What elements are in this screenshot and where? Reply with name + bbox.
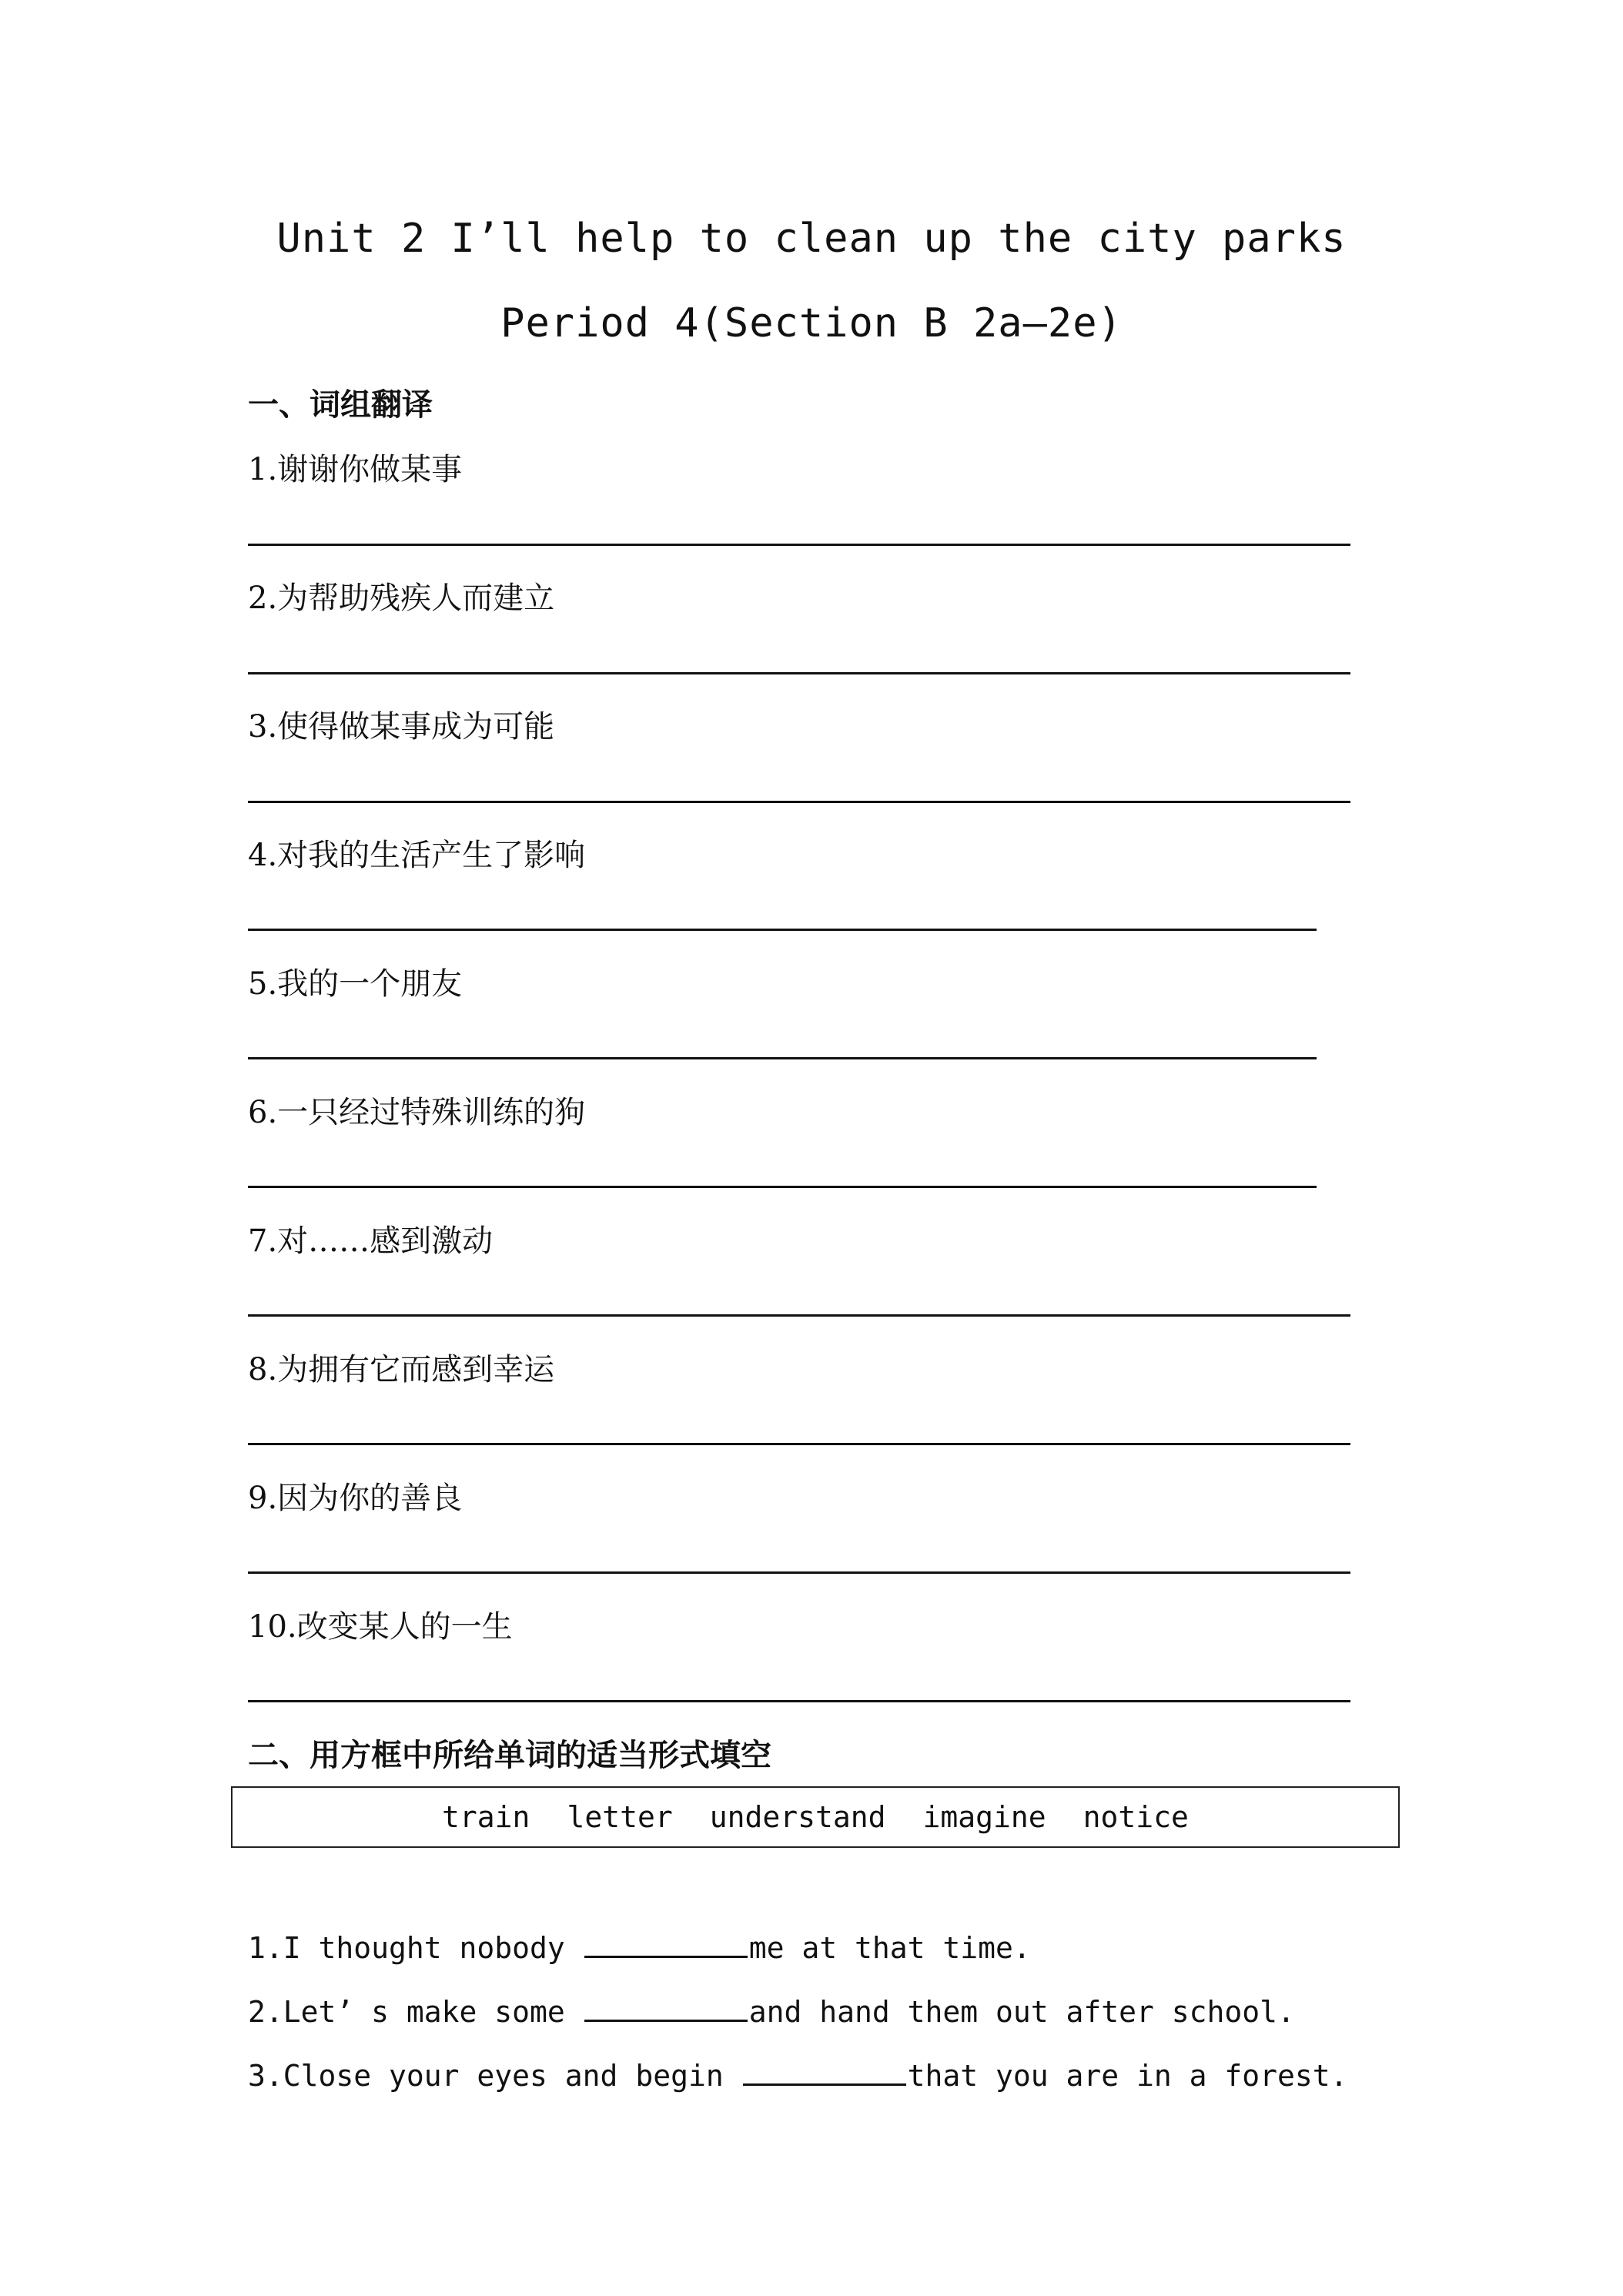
word-bank-word: train [442,1800,530,1834]
sentence-text-after: and hand them out after school. [748,1995,1295,2029]
translation-item-3: 3.使得做某事成为可能 [248,709,555,745]
answer-line-2[interactable] [248,672,1350,674]
translation-item-10: 10.改变某人的一生 [248,1609,513,1645]
answer-line-3[interactable] [248,801,1350,803]
fill-blank[interactable] [743,2056,906,2086]
word-bank-word: imagine [922,1800,1046,1834]
title-line-2: Period 4(Section B 2a—2e) [500,300,1123,346]
translation-item-9: 9.因为你的善良 [248,1481,463,1516]
answer-line-5[interactable] [248,1057,1317,1059]
fill-sentence-3 [248,2056,1348,2093]
word-bank-box [231,1786,1400,1848]
sentence-text-before: 3.Close your eyes and begin [248,2059,741,2093]
translation-item-7: 7.对……感到激动 [248,1223,494,1259]
section2-heading: 二、用方框中所给单词的适当形式填空 [248,1738,771,1773]
answer-line-9[interactable] [248,1571,1350,1574]
translation-item-1: 1.谢谢你做某事 [248,452,463,487]
fill-sentence-2 [248,1992,1295,2029]
fill-blank[interactable] [584,1992,748,2022]
word-bank-word: notice [1083,1800,1189,1834]
translation-item-2: 2.为帮助残疾人而建立 [248,581,555,616]
translation-item-6: 6.一只经过特殊训练的狗 [248,1095,586,1130]
sentence-text-after: me at that time. [748,1931,1031,1965]
answer-line-10[interactable] [248,1700,1350,1702]
title-line-1: Unit 2 I’ll help to clean up the city parks [276,216,1347,262]
word-bank-word: understand [709,1800,886,1834]
sentence-text-before: 1.I thought nobody [248,1931,583,1965]
word-bank-word: letter [567,1800,673,1834]
fill-sentence-1 [248,1928,1031,1965]
answer-line-7[interactable] [248,1314,1350,1317]
answer-line-4[interactable] [248,929,1317,931]
translation-item-5: 5.我的一个朋友 [248,966,463,1002]
translation-item-4: 4.对我的生活产生了影响 [248,838,586,873]
sentence-text-after: that you are in a forest. [907,2059,1348,2093]
answer-line-1[interactable] [248,544,1350,546]
sentence-text-before: 2.Let’ s make some [248,1995,583,2029]
answer-line-8[interactable] [248,1443,1350,1445]
section1-heading: 一、词组翻译 [248,387,433,423]
translation-item-8: 8.为拥有它而感到幸运 [248,1352,555,1387]
fill-blank[interactable] [584,1928,748,1958]
answer-line-6[interactable] [248,1186,1317,1188]
